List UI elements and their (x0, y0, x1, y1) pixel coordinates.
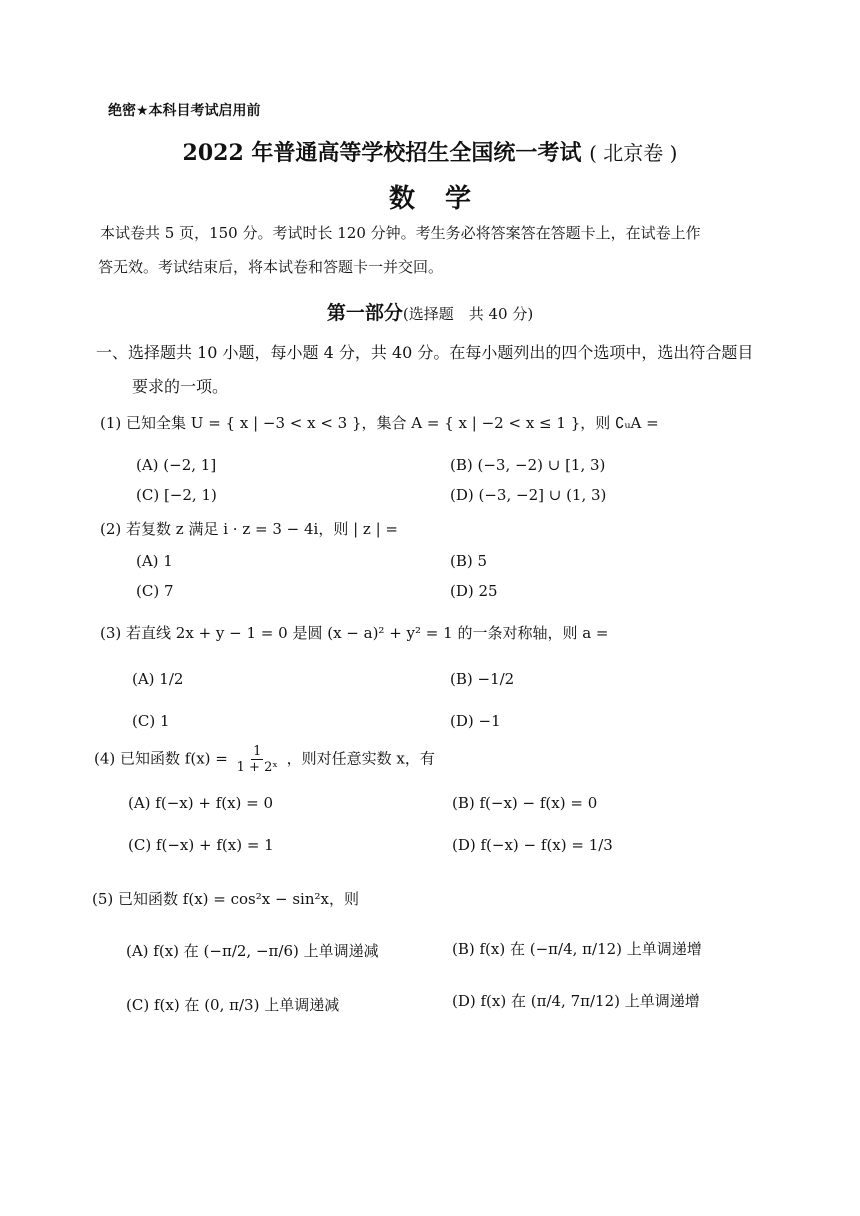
question-text-post: ，则对任意实数 x，有 (286, 749, 435, 768)
question-number: (3) (100, 624, 122, 642)
question-number: (2) (100, 520, 122, 538)
exam-title-main: 2022 年普通高等学校招生全国统一考试 (182, 140, 582, 166)
q1-option-d: (D) (−3, −2] ∪ (1, 3) (450, 486, 607, 504)
fraction-denominator: 1 + 2ˣ (236, 760, 278, 775)
q3-option-c: (C) 1 (132, 712, 170, 730)
q2-option-d: (D) 25 (450, 582, 498, 600)
fraction (235, 744, 280, 775)
q3-option-b: (B) −1/2 (450, 670, 515, 688)
q3-option-d: (D) −1 (450, 712, 501, 730)
q2-option-b: (B) 5 (450, 552, 488, 570)
exam-title-region: ( 北京卷 ) (589, 141, 678, 165)
fraction-numerator: 1 (253, 744, 262, 759)
instructions-line-2: 答无效。考试结束后，将本试卷和答题卡一并交回。 (98, 258, 444, 276)
question-text: 若复数 z 满足 i · z = 3 − 4i，则 | z | = (126, 520, 398, 538)
part-subtitle: (选择题 共 40 分) (402, 305, 534, 323)
q5-option-c: (C) f(x) 在 (0, π/3) 上单调递减 (126, 996, 340, 1014)
question-number: (5) (92, 890, 114, 908)
q3-option-a: (A) 1/2 (132, 670, 184, 688)
exam-title (0, 136, 860, 167)
q2-option-c: (C) 7 (136, 582, 174, 600)
question-3-stem (100, 622, 609, 643)
question-text: 已知全集 U = { x | −3 < x < 3 }，集合 A = { x | −2 < x ≤ 1 }，则 ∁ᵤA = (126, 414, 659, 432)
q1-option-c: (C) [−2, 1) (136, 486, 217, 504)
section-instructions-line-2: 要求的一项。 (132, 377, 229, 396)
q4-option-b: (B) f(−x) − f(x) = 0 (452, 794, 598, 812)
part-heading (0, 298, 860, 325)
q4-option-d: (D) f(−x) − f(x) = 1/3 (452, 836, 613, 854)
q4-option-a: (A) f(−x) + f(x) = 0 (128, 794, 274, 812)
question-2-stem (100, 518, 398, 539)
q2-option-a: (A) 1 (136, 552, 173, 570)
q5-option-b: (B) f(x) 在 (−π/4, π/12) 上单调递增 (452, 940, 702, 958)
question-1-stem (100, 412, 659, 433)
question-number: (4) (94, 749, 116, 768)
q5-option-a: (A) f(x) 在 (−π/2, −π/6) 上单调递减 (126, 942, 379, 960)
q1-option-a: (A) (−2, 1] (136, 456, 217, 474)
question-text: 若直线 2x + y − 1 = 0 是圆 (x − a)² + y² = 1 的一条对称轴，则 a = (126, 624, 609, 642)
question-text-pre: 已知函数 f(x) = (120, 749, 228, 768)
q5-option-d: (D) f(x) 在 (π/4, 7π/12) 上单调递增 (452, 992, 700, 1010)
question-4-stem (94, 744, 435, 775)
question-number: (1) (100, 414, 122, 432)
confidential-note: 绝密★本科目考试启用前 (108, 103, 261, 119)
question-text: 已知函数 f(x) = cos²x − sin²x，则 (118, 890, 359, 908)
question-5-stem (92, 888, 359, 909)
subject-title: 数学 (388, 184, 501, 214)
q4-option-c: (C) f(−x) + f(x) = 1 (128, 836, 274, 854)
part-title: 第一部分 (326, 302, 403, 324)
q1-option-b: (B) (−3, −2) ∪ [1, 3) (450, 456, 606, 474)
instructions-line-1: 本试卷共 5 页，150 分。考试时长 120 分钟。考生务必将答案答在答题卡上，在试卷上作 (100, 224, 701, 242)
section-instructions-line-1: 一、选择题共 10 小题，每小题 4 分，共 40 分。在每小题列出的四个选项中，选出符合题目 (96, 343, 754, 362)
